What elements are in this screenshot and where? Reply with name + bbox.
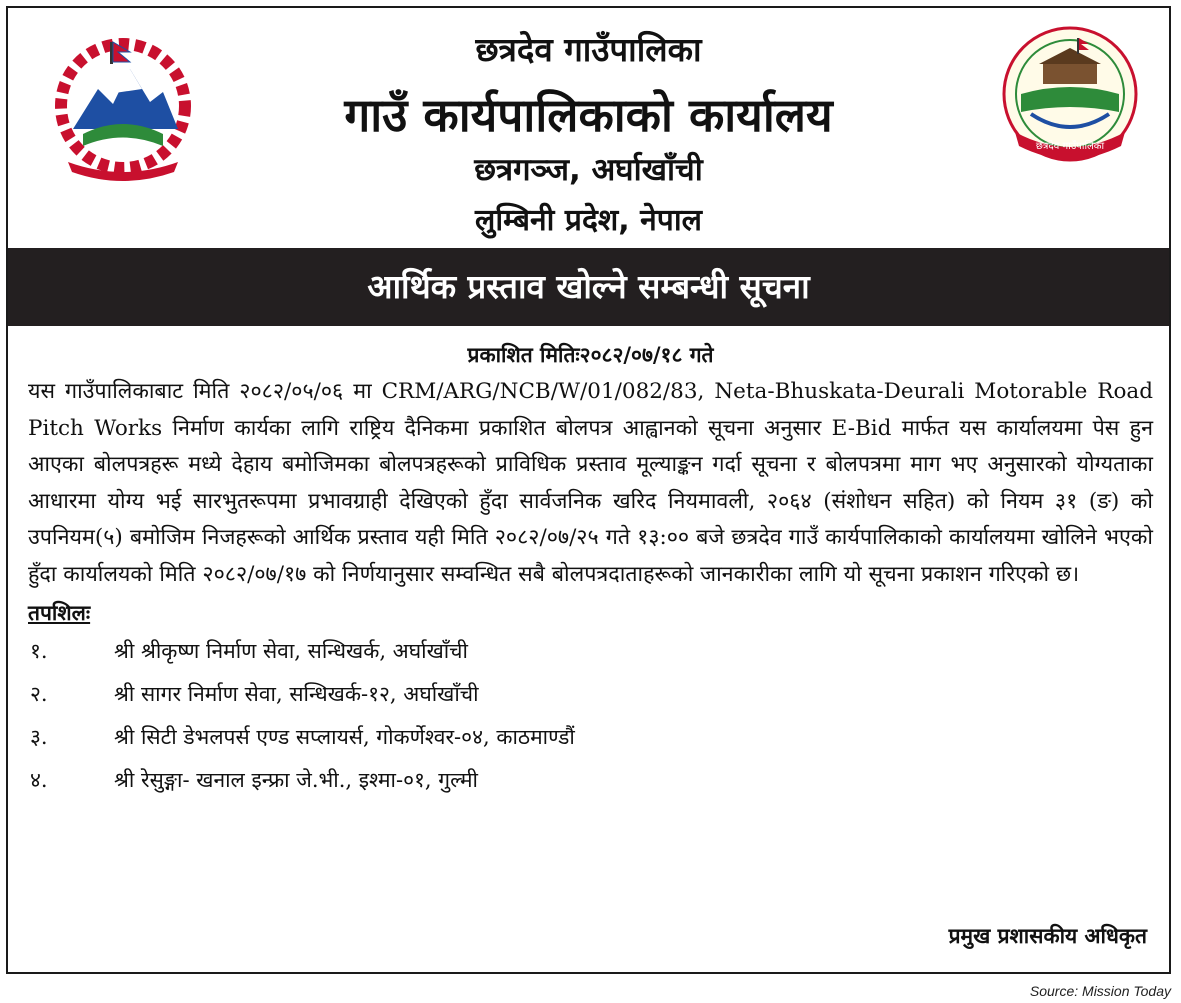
- list-item-name: श्री सागर निर्माण सेवा, सन्धिखर्क-१२, अर्घाखाँची: [114, 681, 479, 706]
- list-item-number: ३.: [30, 724, 48, 749]
- notice-content: [28, 336, 1153, 802]
- notice-header: [8, 8, 1169, 246]
- notice-title-banner: आर्थिक प्रस्ताव खोल्ने सम्बन्धी सूचना: [8, 248, 1169, 326]
- province-country: लुम्बिनी प्रदेश, नेपाल: [475, 203, 702, 238]
- office-name: गाउँ कार्यपालिकाको कार्यालय: [344, 88, 833, 142]
- list-item-name: श्री श्रीकृष्ण निर्माण सेवा, सन्धिखर्क, अर्घाखाँची: [114, 638, 468, 663]
- list-item-number: ४.: [30, 767, 48, 792]
- municipality-logo-icon: [995, 22, 1145, 182]
- notice-body: यस गाउँपालिकाबाट मिति २०८२/०५/०६ मा CRM/ARG/NCB/W/01/082/83, Neta-Bhuskata-Deurali Motorable Road Pitch Works निर्माण कार्यका लागि राष्ट्रिय दैनिकमा प्रकाशित बोलपत्र आह्वानको सूचना अनुसार E-Bid मार्फत यस कार्यालयमा पेस हुन आएका बोलपत्रहरू मध्ये देहाय बमोजिमका बोलपत्रहरूको प्राविधिक प्रस्ताव मूल्याङ्कन गर्दा सूचना र बोलपत्रमा माग भए अनुसारको योग्यताका आधारमा योग्य भई सारभुतरूपमा प्रभावग्राही देखिएको हुँदा सार्वजनिक खरिद नियमावली, २०६४ (संशोधन सहित) को नियम ३१ (ङ) को उपनियम(५) बमोजिम निजहरूको आर्थिक प्रस्ताव यही मिति २०८२/०७/२५ गते १३:०० बजे छत्रदेव गाउँ कार्यपालिकाको कार्यालयमा खोलिने भएको हुँदा कार्यालयको मिति २०८२/०७/१७ को निर्णयानुसार सम्वन्धित सबै बोलपत्रदाताहरूको जानकारीका लागि यो सूचना प्रकाशन गरिएको छ।: [28, 379, 1153, 587]
- source-credit: Source: Mission Today: [1029, 983, 1171, 999]
- list-item: [28, 673, 1153, 716]
- notice-frame: [6, 6, 1171, 974]
- municipality-name: छत्रदेव गाउँपालिका: [475, 30, 702, 69]
- list-item-number: २.: [30, 681, 48, 706]
- list-item-name: श्री रेसुङ्गा- खनाल इन्फ्रा जे.भी., इश्मा-०१, गुल्मी: [114, 767, 478, 792]
- list-item-number: १.: [30, 638, 48, 663]
- list-heading: तपशिलः: [28, 600, 91, 625]
- logo-ribbon-text: छत्रदेव गाउँपालिका: [1035, 141, 1105, 152]
- signatory-title: प्रमुख प्रशासकीय अधिकृत: [948, 924, 1147, 948]
- list-item: [28, 759, 1153, 802]
- list-item: [28, 716, 1153, 759]
- list-item-name: श्री सिटी डेभलपर्स एण्ड सप्लायर्स, गोकर्णेश्वर-०४, काठमाण्डौं: [114, 724, 575, 749]
- list-item: [28, 630, 1153, 673]
- office-address: छत्रगञ्ज, अर्घाखाँची: [474, 152, 703, 188]
- published-date: प्रकाशित मितिः२०८२/०७/१८ गते: [467, 343, 714, 367]
